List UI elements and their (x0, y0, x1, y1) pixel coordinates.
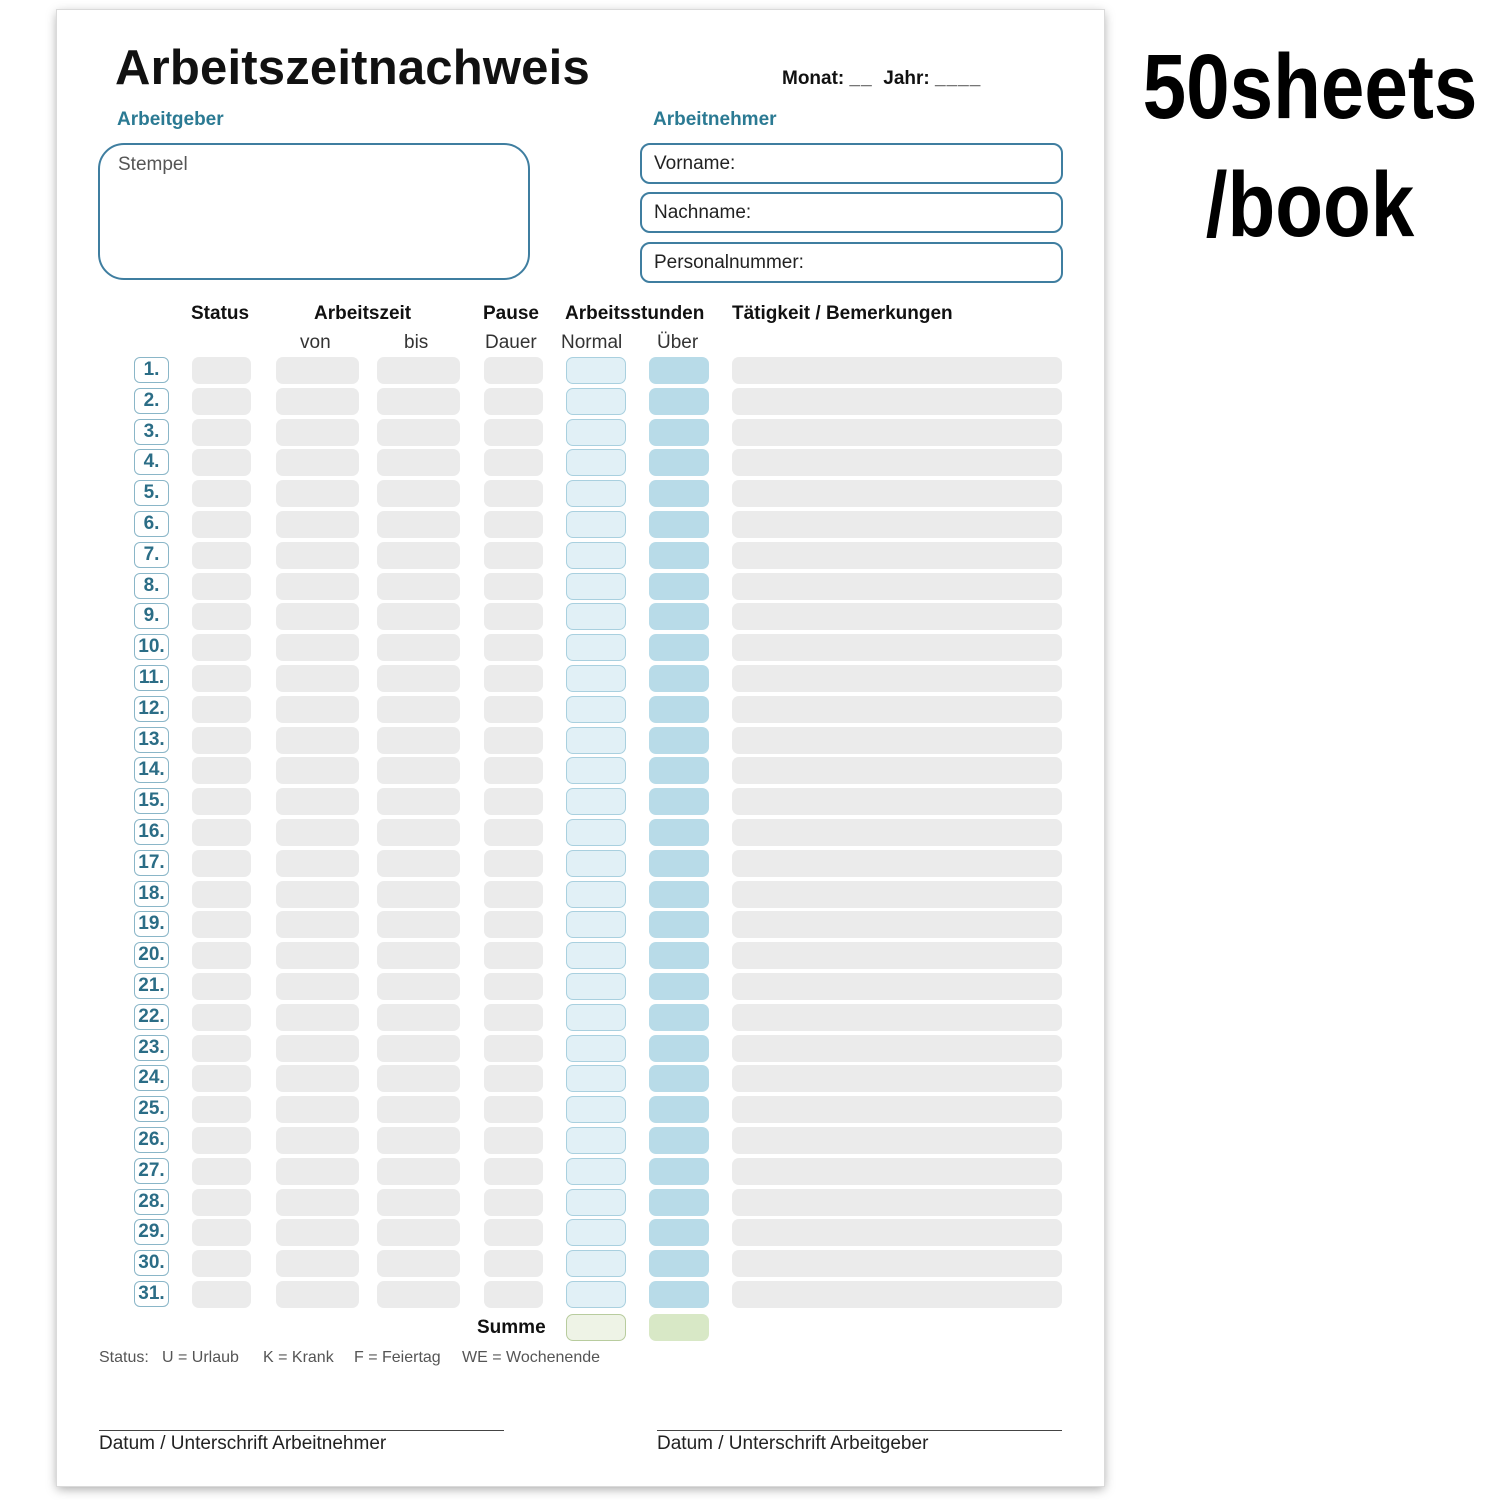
bis-cell[interactable] (377, 881, 460, 908)
remarks-cell[interactable] (732, 727, 1062, 754)
bis-cell[interactable] (377, 973, 460, 1000)
status-cell[interactable] (192, 542, 251, 569)
pause-cell[interactable] (484, 388, 543, 415)
row-number: 31. (134, 1281, 169, 1307)
status-cell[interactable] (192, 1219, 251, 1246)
von-cell[interactable] (276, 1004, 359, 1031)
personnel-number-field[interactable]: Personalnummer: (640, 242, 1063, 283)
status-cell[interactable] (192, 788, 251, 815)
bis-cell[interactable] (377, 1281, 460, 1308)
von-cell[interactable] (276, 973, 359, 1000)
sum-label: Summe (477, 1317, 546, 1338)
bis-cell[interactable] (377, 1004, 460, 1031)
status-cell[interactable] (192, 1065, 251, 1092)
overtime-hours-cell[interactable] (649, 419, 709, 446)
remarks-cell[interactable] (732, 603, 1062, 630)
normal-hours-cell[interactable] (566, 480, 626, 507)
pause-cell[interactable] (484, 788, 543, 815)
normal-hours-cell[interactable] (566, 542, 626, 569)
bis-cell[interactable] (377, 696, 460, 723)
bis-cell[interactable] (377, 573, 460, 600)
status-cell[interactable] (192, 1004, 251, 1031)
remarks-cell[interactable] (732, 1158, 1062, 1185)
row-number: 1. (134, 357, 169, 383)
von-cell[interactable] (276, 881, 359, 908)
status-cell[interactable] (192, 511, 251, 538)
bis-cell[interactable] (377, 357, 460, 384)
status-cell[interactable] (192, 1035, 251, 1062)
status-cell[interactable] (192, 573, 251, 600)
overtime-hours-cell[interactable] (649, 634, 709, 661)
von-cell[interactable] (276, 480, 359, 507)
row-number: 8. (134, 573, 169, 599)
normal-hours-cell[interactable] (566, 819, 626, 846)
bis-cell[interactable] (377, 1096, 460, 1123)
row-number: 19. (134, 911, 169, 937)
normal-hours-cell[interactable] (566, 850, 626, 877)
status-cell[interactable] (192, 1096, 251, 1123)
year-blank[interactable]: ____ (935, 68, 982, 89)
von-cell[interactable] (276, 1281, 359, 1308)
normal-hours-cell[interactable] (566, 573, 626, 600)
pause-cell[interactable] (484, 1281, 543, 1308)
pause-cell[interactable] (484, 665, 543, 692)
overtime-hours-cell[interactable] (649, 603, 709, 630)
bis-cell[interactable] (377, 1189, 460, 1216)
first-name-field[interactable]: Vorname: (640, 143, 1063, 184)
von-cell[interactable] (276, 911, 359, 938)
pause-cell[interactable] (484, 1250, 543, 1277)
pause-cell[interactable] (484, 480, 543, 507)
row-number: 11. (134, 665, 169, 691)
normal-hours-cell[interactable] (566, 1096, 626, 1123)
status-cell[interactable] (192, 665, 251, 692)
row-number: 14. (134, 757, 169, 783)
von-cell[interactable] (276, 757, 359, 784)
status-cell[interactable] (192, 388, 251, 415)
normal-hours-cell[interactable] (566, 973, 626, 1000)
normal-hours-cell[interactable] (566, 696, 626, 723)
status-cell[interactable] (192, 1281, 251, 1308)
sum-ueber-cell[interactable] (649, 1314, 709, 1341)
subheader-normal: Normal (561, 332, 623, 353)
row-number: 6. (134, 511, 169, 537)
row-number: 30. (134, 1250, 169, 1276)
bis-cell[interactable] (377, 788, 460, 815)
normal-hours-cell[interactable] (566, 1035, 626, 1062)
von-cell[interactable] (276, 634, 359, 661)
pause-cell[interactable] (484, 942, 543, 969)
legend-krank: K = Krank (263, 1349, 334, 1366)
remarks-cell[interactable] (732, 388, 1062, 415)
pause-cell[interactable] (484, 881, 543, 908)
bis-cell[interactable] (377, 757, 460, 784)
bis-cell[interactable] (377, 850, 460, 877)
von-cell[interactable] (276, 727, 359, 754)
normal-hours-cell[interactable] (566, 603, 626, 630)
bis-cell[interactable] (377, 480, 460, 507)
status-cell[interactable] (192, 1127, 251, 1154)
overtime-hours-cell[interactable] (649, 881, 709, 908)
bis-cell[interactable] (377, 1158, 460, 1185)
pause-cell[interactable] (484, 1035, 543, 1062)
bis-cell[interactable] (377, 634, 460, 661)
overtime-hours-cell[interactable] (649, 1096, 709, 1123)
normal-hours-cell[interactable] (566, 881, 626, 908)
pause-cell[interactable] (484, 819, 543, 846)
pause-cell[interactable] (484, 357, 543, 384)
promo-line-2: /book (1205, 154, 1415, 256)
subheader-von: von (300, 332, 331, 353)
pause-cell[interactable] (484, 542, 543, 569)
header-pause: Pause (483, 303, 539, 324)
remarks-cell[interactable] (732, 573, 1062, 600)
von-cell[interactable] (276, 511, 359, 538)
remarks-cell[interactable] (732, 1250, 1062, 1277)
overtime-hours-cell[interactable] (649, 573, 709, 600)
von-cell[interactable] (276, 942, 359, 969)
von-cell[interactable] (276, 419, 359, 446)
employer-heading: Arbeitgeber (117, 109, 224, 130)
normal-hours-cell[interactable] (566, 942, 626, 969)
pause-cell[interactable] (484, 1158, 543, 1185)
status-cell[interactable] (192, 973, 251, 1000)
status-cell[interactable] (192, 942, 251, 969)
employee-signature-line[interactable] (99, 1430, 504, 1431)
pause-cell[interactable] (484, 419, 543, 446)
row-number: 2. (134, 388, 169, 414)
remarks-cell[interactable] (732, 1065, 1062, 1092)
row-number: 17. (134, 850, 169, 876)
pause-cell[interactable] (484, 1096, 543, 1123)
pause-cell[interactable] (484, 850, 543, 877)
von-cell[interactable] (276, 1035, 359, 1062)
normal-hours-cell[interactable] (566, 511, 626, 538)
remarks-cell[interactable] (732, 1281, 1062, 1308)
month-label: Monat: (782, 68, 845, 89)
remarks-cell[interactable] (732, 357, 1062, 384)
overtime-hours-cell[interactable] (649, 449, 709, 476)
row-number: 9. (134, 603, 169, 629)
row-number: 23. (134, 1035, 169, 1061)
bis-cell[interactable] (377, 1127, 460, 1154)
legend-wochenende: WE = Wochenende (462, 1349, 601, 1366)
overtime-hours-cell[interactable] (649, 480, 709, 507)
overtime-hours-cell[interactable] (649, 665, 709, 692)
pause-cell[interactable] (484, 1065, 543, 1092)
normal-hours-cell[interactable] (566, 357, 626, 384)
von-cell[interactable] (276, 1127, 359, 1154)
row-number: 22. (134, 1004, 169, 1030)
last-name-field[interactable]: Nachname: (640, 192, 1063, 233)
row-number: 25. (134, 1096, 169, 1122)
employer-signature-line[interactable] (657, 1430, 1062, 1431)
von-cell[interactable] (276, 388, 359, 415)
bis-cell[interactable] (377, 511, 460, 538)
subheader-dauer: Dauer (485, 332, 537, 353)
pause-cell[interactable] (484, 727, 543, 754)
subheader-ueber: Über (657, 332, 699, 353)
normal-hours-cell[interactable] (566, 1219, 626, 1246)
header-status: Status (191, 303, 250, 324)
status-cell[interactable] (192, 696, 251, 723)
remarks-cell[interactable] (732, 788, 1062, 815)
normal-hours-cell[interactable] (566, 634, 626, 661)
row-number: 21. (134, 973, 169, 999)
overtime-hours-cell[interactable] (649, 942, 709, 969)
status-cell[interactable] (192, 819, 251, 846)
von-cell[interactable] (276, 819, 359, 846)
bis-cell[interactable] (377, 1250, 460, 1277)
von-cell[interactable] (276, 449, 359, 476)
status-cell[interactable] (192, 911, 251, 938)
year-label: Jahr: (883, 68, 930, 89)
employer-signature-label: Datum / Unterschrift Arbeitgeber (657, 1433, 929, 1454)
normal-hours-cell[interactable] (566, 727, 626, 754)
overtime-hours-cell[interactable] (649, 357, 709, 384)
normal-hours-cell[interactable] (566, 1065, 626, 1092)
status-cell[interactable] (192, 603, 251, 630)
remarks-cell[interactable] (732, 850, 1062, 877)
overtime-hours-cell[interactable] (649, 850, 709, 877)
overtime-hours-cell[interactable] (649, 1065, 709, 1092)
overtime-hours-cell[interactable] (649, 757, 709, 784)
status-cell[interactable] (192, 1158, 251, 1185)
pause-cell[interactable] (484, 911, 543, 938)
bis-cell[interactable] (377, 419, 460, 446)
von-cell[interactable] (276, 850, 359, 877)
pause-cell[interactable] (484, 634, 543, 661)
status-cell[interactable] (192, 419, 251, 446)
employee-signature-label: Datum / Unterschrift Arbeitnehmer (99, 1433, 387, 1454)
form-title: Arbeitszeitnachweis (115, 41, 590, 95)
overtime-hours-cell[interactable] (649, 1281, 709, 1308)
von-cell[interactable] (276, 573, 359, 600)
pause-cell[interactable] (484, 757, 543, 784)
remarks-cell[interactable] (732, 1189, 1062, 1216)
status-cell[interactable] (192, 757, 251, 784)
overtime-hours-cell[interactable] (649, 388, 709, 415)
row-number: 24. (134, 1065, 169, 1091)
remarks-cell[interactable] (732, 542, 1062, 569)
bis-cell[interactable] (377, 449, 460, 476)
status-cell[interactable] (192, 634, 251, 661)
normal-hours-cell[interactable] (566, 388, 626, 415)
normal-hours-cell[interactable] (566, 1127, 626, 1154)
sum-normal-cell[interactable] (566, 1314, 626, 1341)
bis-cell[interactable] (377, 911, 460, 938)
overtime-hours-cell[interactable] (649, 819, 709, 846)
von-cell[interactable] (276, 788, 359, 815)
subheader-bis: bis (404, 332, 429, 353)
von-cell[interactable] (276, 1158, 359, 1185)
overtime-hours-cell[interactable] (649, 1250, 709, 1277)
normal-hours-cell[interactable] (566, 1004, 626, 1031)
overtime-hours-cell[interactable] (649, 788, 709, 815)
von-cell[interactable] (276, 1065, 359, 1092)
row-number: 29. (134, 1219, 169, 1245)
normal-hours-cell[interactable] (566, 419, 626, 446)
pause-cell[interactable] (484, 1127, 543, 1154)
von-cell[interactable] (276, 665, 359, 692)
row-number: 18. (134, 881, 169, 907)
bis-cell[interactable] (377, 1065, 460, 1092)
remarks-cell[interactable] (732, 511, 1062, 538)
remarks-cell[interactable] (732, 1127, 1062, 1154)
normal-hours-cell[interactable] (566, 757, 626, 784)
overtime-hours-cell[interactable] (649, 511, 709, 538)
von-cell[interactable] (276, 1096, 359, 1123)
overtime-hours-cell[interactable] (649, 1127, 709, 1154)
overtime-hours-cell[interactable] (649, 911, 709, 938)
row-number: 16. (134, 819, 169, 845)
remarks-cell[interactable] (732, 419, 1062, 446)
row-number: 28. (134, 1189, 169, 1215)
von-cell[interactable] (276, 357, 359, 384)
row-number: 4. (134, 449, 169, 475)
row-number: 10. (134, 634, 169, 660)
row-number: 26. (134, 1127, 169, 1153)
normal-hours-cell[interactable] (566, 1189, 626, 1216)
pause-cell[interactable] (484, 696, 543, 723)
status-cell[interactable] (192, 850, 251, 877)
remarks-cell[interactable] (732, 973, 1062, 1000)
remarks-cell[interactable] (732, 665, 1062, 692)
remarks-cell[interactable] (732, 449, 1062, 476)
row-number: 27. (134, 1158, 169, 1184)
pause-cell[interactable] (484, 1004, 543, 1031)
remarks-cell[interactable] (732, 1004, 1062, 1031)
bis-cell[interactable] (377, 1035, 460, 1062)
row-number: 12. (134, 696, 169, 722)
status-cell[interactable] (192, 881, 251, 908)
status-cell[interactable] (192, 480, 251, 507)
overtime-hours-cell[interactable] (649, 727, 709, 754)
remarks-cell[interactable] (732, 942, 1062, 969)
header-taetigkeit: Tätigkeit / Bemerkungen (732, 303, 953, 324)
von-cell[interactable] (276, 542, 359, 569)
row-number: 20. (134, 942, 169, 968)
remarks-cell[interactable] (732, 1096, 1062, 1123)
bis-cell[interactable] (377, 542, 460, 569)
von-cell[interactable] (276, 1219, 359, 1246)
promo-line-1: 50sheets (1142, 36, 1478, 138)
pause-cell[interactable] (484, 449, 543, 476)
pause-cell[interactable] (484, 603, 543, 630)
status-cell[interactable] (192, 1189, 251, 1216)
remarks-cell[interactable] (732, 1035, 1062, 1062)
pause-cell[interactable] (484, 573, 543, 600)
normal-hours-cell[interactable] (566, 1158, 626, 1185)
remarks-cell[interactable] (732, 881, 1062, 908)
status-cell[interactable] (192, 727, 251, 754)
legend-prefix: Status: (99, 1349, 149, 1366)
overtime-hours-cell[interactable] (649, 696, 709, 723)
overtime-hours-cell[interactable] (649, 1219, 709, 1246)
normal-hours-cell[interactable] (566, 1250, 626, 1277)
row-number: 5. (134, 480, 169, 506)
row-number: 7. (134, 542, 169, 568)
overtime-hours-cell[interactable] (649, 542, 709, 569)
bis-cell[interactable] (377, 603, 460, 630)
remarks-cell[interactable] (732, 911, 1062, 938)
stamp-label: Stempel (118, 154, 188, 175)
von-cell[interactable] (276, 1189, 359, 1216)
row-number: 15. (134, 788, 169, 814)
employee-heading: Arbeitnehmer (653, 109, 777, 130)
remarks-cell[interactable] (732, 819, 1062, 846)
von-cell[interactable] (276, 1250, 359, 1277)
von-cell[interactable] (276, 603, 359, 630)
row-number: 3. (134, 419, 169, 445)
bis-cell[interactable] (377, 942, 460, 969)
month-blank[interactable]: __ (849, 68, 873, 89)
normal-hours-cell[interactable] (566, 788, 626, 815)
normal-hours-cell[interactable] (566, 911, 626, 938)
normal-hours-cell[interactable] (566, 665, 626, 692)
status-cell[interactable] (192, 357, 251, 384)
normal-hours-cell[interactable] (566, 1281, 626, 1308)
pause-cell[interactable] (484, 1219, 543, 1246)
pause-cell[interactable] (484, 973, 543, 1000)
overtime-hours-cell[interactable] (649, 1189, 709, 1216)
bis-cell[interactable] (377, 388, 460, 415)
von-cell[interactable] (276, 696, 359, 723)
month-year-fields (782, 68, 981, 90)
remarks-cell[interactable] (732, 1219, 1062, 1246)
legend-feiertag: F = Feiertag (354, 1349, 441, 1366)
overtime-hours-cell[interactable] (649, 973, 709, 1000)
remarks-cell[interactable] (732, 757, 1062, 784)
pause-cell[interactable] (484, 1189, 543, 1216)
overtime-hours-cell[interactable] (649, 1004, 709, 1031)
row-number: 13. (134, 727, 169, 753)
overtime-hours-cell[interactable] (649, 1158, 709, 1185)
legend-urlaub: U = Urlaub (162, 1349, 239, 1366)
header-arbeitsstunden: Arbeitsstunden (565, 303, 705, 324)
status-cell[interactable] (192, 449, 251, 476)
remarks-cell[interactable] (732, 696, 1062, 723)
status-cell[interactable] (192, 1250, 251, 1277)
normal-hours-cell[interactable] (566, 449, 626, 476)
bis-cell[interactable] (377, 819, 460, 846)
header-arbeitszeit: Arbeitszeit (314, 303, 412, 324)
overtime-hours-cell[interactable] (649, 1035, 709, 1062)
bis-cell[interactable] (377, 1219, 460, 1246)
bis-cell[interactable] (377, 665, 460, 692)
remarks-cell[interactable] (732, 634, 1062, 661)
pause-cell[interactable] (484, 511, 543, 538)
bis-cell[interactable] (377, 727, 460, 754)
remarks-cell[interactable] (732, 480, 1062, 507)
